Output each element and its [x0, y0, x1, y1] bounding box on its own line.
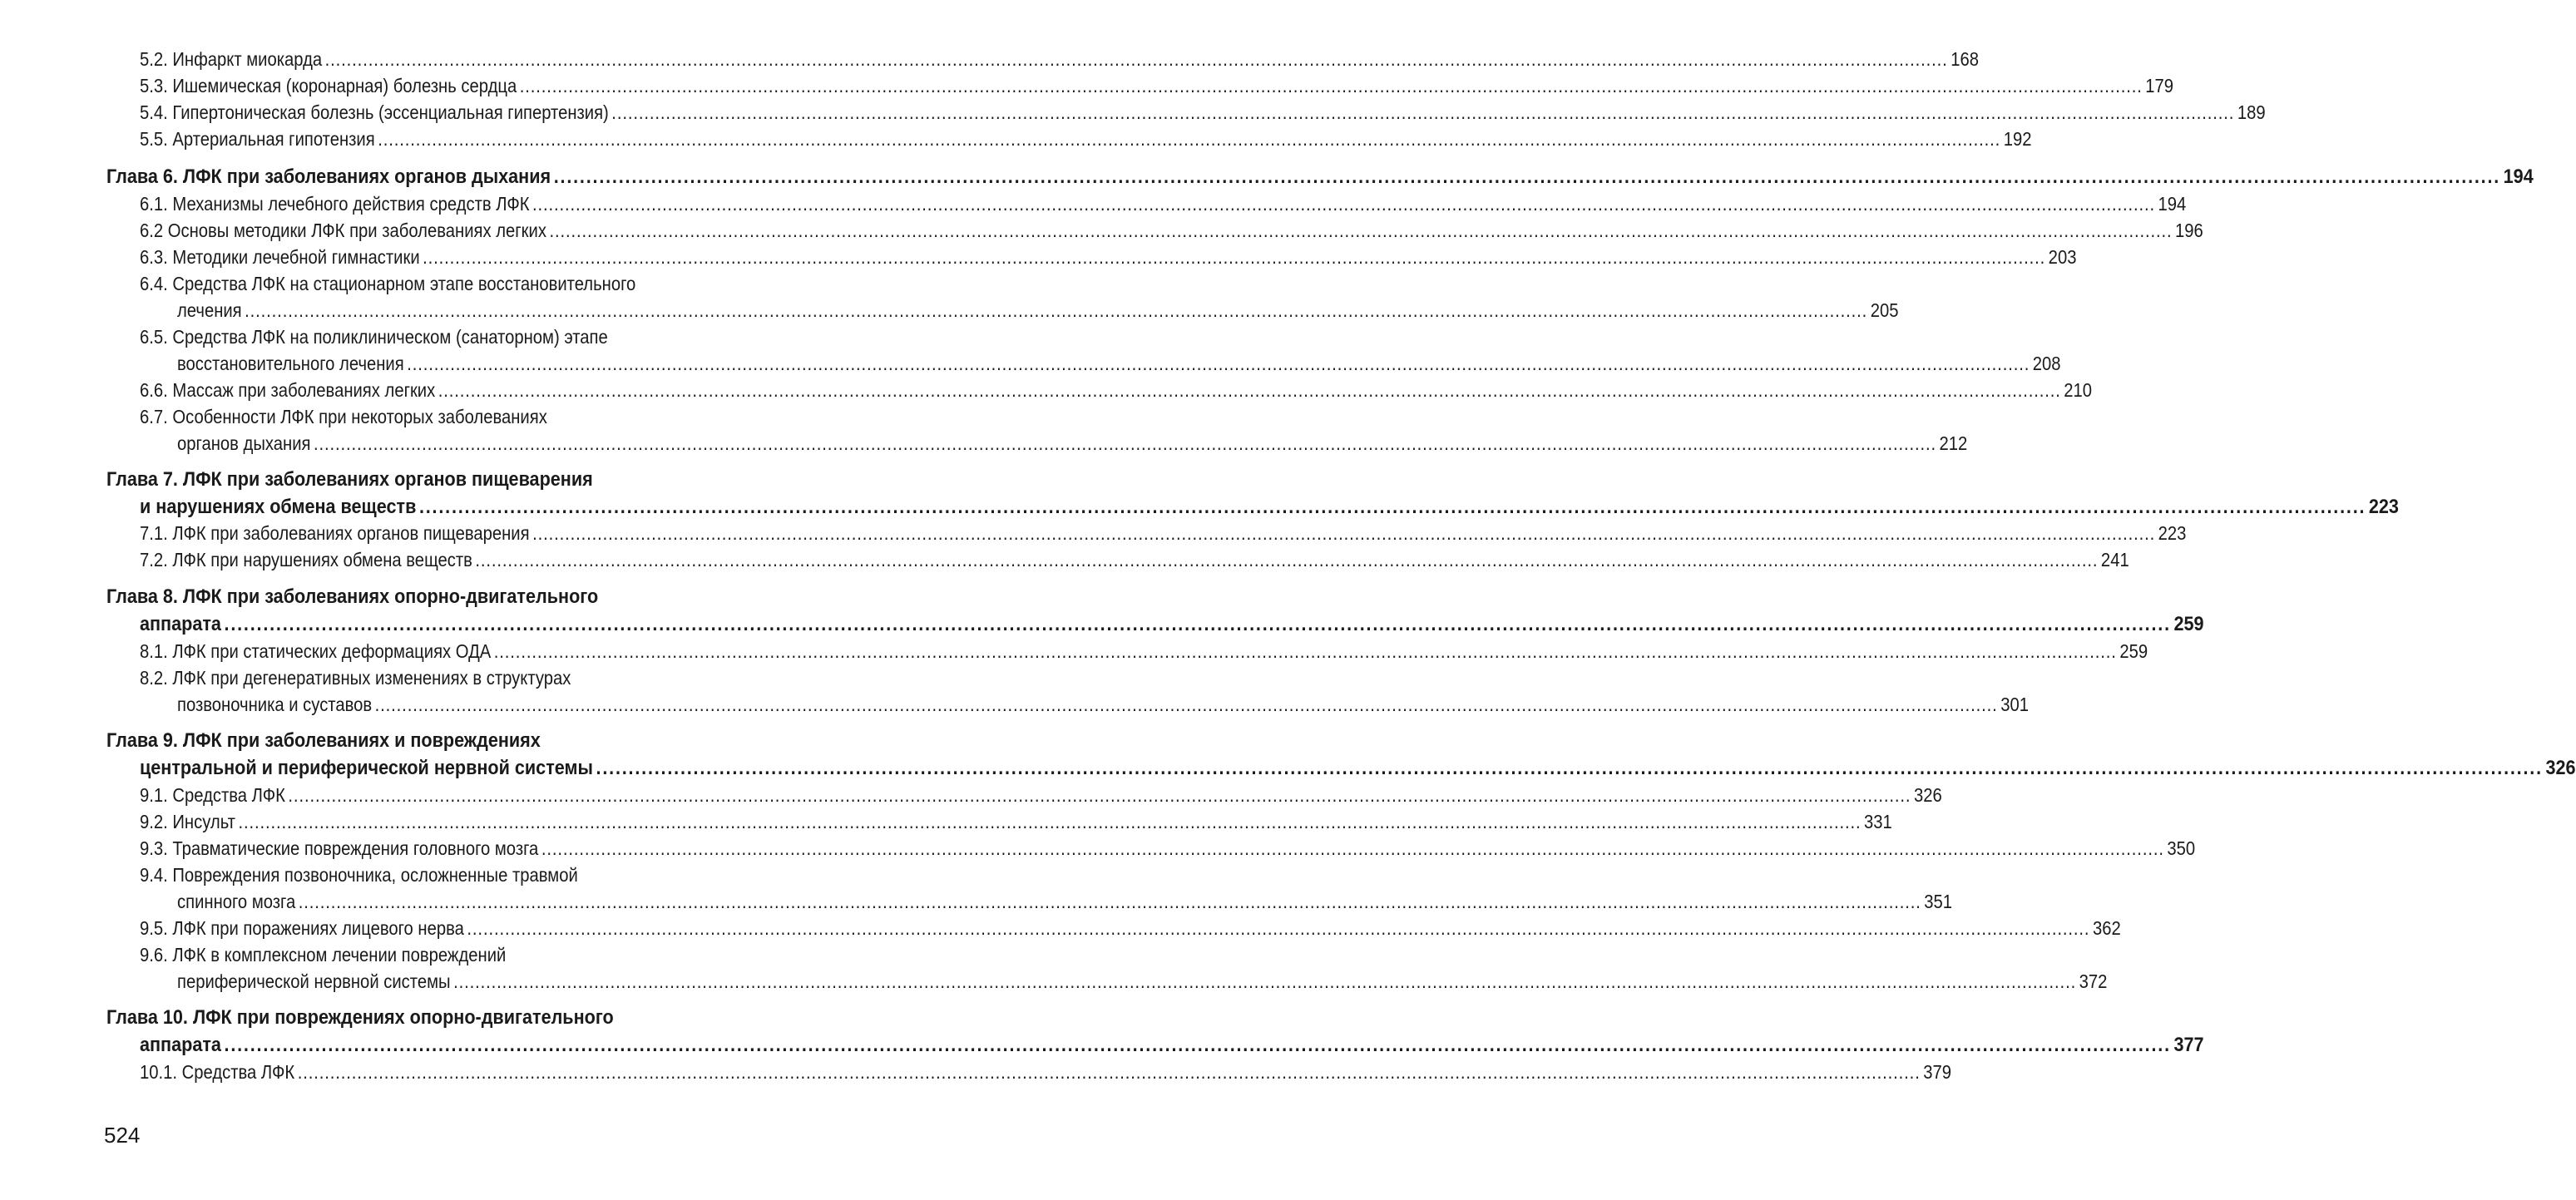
- dot-leader: ............................................................................................................................................................................................................................................................................................................: [438, 379, 2061, 401]
- page-ref: 259: [2173, 613, 2204, 635]
- toc-chapter-line: [106, 468, 782, 491]
- dot-leader: ............................................................................................................................................................................................................................................................................................................: [453, 970, 2077, 992]
- dot-leader: ............................................................................................................................................................................................................................................................................................................: [532, 193, 2156, 215]
- section-title: 9.2. Инсульт: [140, 811, 235, 832]
- page-ref: 196: [2174, 220, 2203, 241]
- dot-leader: ............................................................................................................................................................................................................................................................................................................: [245, 299, 1868, 321]
- section-title: 5.2. Инфаркт миокарда: [140, 48, 323, 70]
- section-title: 9.6. ЛФК в комплексном лечении повреждений: [140, 944, 507, 965]
- section-title: органов дыхания: [177, 432, 311, 454]
- section-title: 6.1. Механизмы лечебного действия средств ЛФК: [140, 193, 530, 215]
- toc-chapter-line: [106, 1006, 782, 1030]
- section-title: лечения: [177, 299, 242, 321]
- page-ref: 301: [2000, 694, 2029, 715]
- page-ref: 350: [2167, 837, 2196, 859]
- toc-section-line: [140, 406, 782, 428]
- dot-leader: ............................................................................................................................................................................................................................................................................................................: [553, 165, 2501, 188]
- page-ref: 377: [2173, 1034, 2204, 1056]
- toc-section-line: [140, 837, 2196, 860]
- section-title: 7.2. ЛФК при нарушениях обмена веществ: [140, 549, 472, 570]
- toc-section-line: [140, 917, 2121, 940]
- section-title: 6.6. Массаж при заболеваниях легких: [140, 379, 436, 401]
- dot-leader: ............................................................................................................................................................................................................................................................................................................: [418, 496, 2366, 518]
- toc-section-line: [140, 811, 1892, 833]
- page-ref: 326: [2545, 757, 2576, 779]
- toc-section-line: [140, 667, 782, 689]
- chapter-title: Глава 7. ЛФК при заболеваниях органов пищеварения: [106, 468, 593, 491]
- chapter-title: Глава 9. ЛФК при заболеваниях и повреждениях: [106, 729, 541, 752]
- page-ref: 259: [2119, 640, 2148, 662]
- dot-leader: ............................................................................................................................................................................................................................................................................................................: [297, 1061, 1921, 1083]
- toc-section-line: [140, 193, 2187, 215]
- toc-section-line: [140, 128, 2032, 151]
- dot-leader: ............................................................................................................................................................................................................................................................................................................: [288, 784, 1911, 806]
- page-ref: 372: [2079, 970, 2108, 992]
- toc-section-line: [177, 970, 2108, 993]
- dot-leader: ............................................................................................................................................................................................................................................................................................................: [519, 75, 2143, 96]
- toc-section-line: [177, 891, 1953, 913]
- dot-leader: ............................................................................................................................................................................................................................................................................................................: [313, 432, 1936, 454]
- toc-section-line: [140, 273, 782, 295]
- dot-leader: ............................................................................................................................................................................................................................................................................................................: [407, 353, 2030, 374]
- page-ref: 379: [1923, 1061, 1951, 1083]
- toc-section-line: [177, 694, 2029, 716]
- section-title: 9.5. ЛФК при поражениях лицевого нерва: [140, 917, 464, 939]
- section-title: 6.7. Особенности ЛФК при некоторых заболеваниях: [140, 406, 547, 427]
- page-ref: 203: [2048, 246, 2077, 268]
- toc-chapter-line: [140, 496, 2399, 519]
- toc-chapter-line: [106, 585, 782, 609]
- dot-leader: ............................................................................................................................................................................................................................................................................................................: [467, 917, 2090, 939]
- section-title: 8.2. ЛФК при дегенеративных изменениях в структурах: [140, 667, 571, 689]
- page-ref: 194: [2503, 165, 2534, 188]
- page-ref: 362: [2092, 917, 2121, 939]
- section-title: 7.1. ЛФК при заболеваниях органов пищеварения: [140, 522, 530, 544]
- toc-section-line: [177, 353, 2061, 375]
- page-ref: 189: [2237, 101, 2266, 123]
- toc-section-line: [140, 784, 1942, 807]
- page-ref: 223: [2158, 522, 2187, 544]
- chapter-title: центральной и периферической нервной системы: [140, 757, 593, 779]
- page-ref: 205: [1870, 299, 1899, 321]
- dot-leader: ............................................................................................................................................................................................................................................................................................................: [224, 1034, 2171, 1056]
- chapter-title: аппарата: [140, 613, 221, 635]
- toc-section-line: [140, 75, 2174, 97]
- toc-section-line: [140, 864, 782, 886]
- section-title: восстановительного лечения: [177, 353, 404, 374]
- dot-leader: ............................................................................................................................................................................................................................................................................................................: [423, 246, 2046, 268]
- toc-chapter-line: [106, 729, 782, 753]
- toc-section-line: [177, 432, 1968, 455]
- dot-leader: ............................................................................................................................................................................................................................................................................................................: [611, 101, 2235, 123]
- toc-section-line: [140, 48, 1979, 71]
- section-title: 9.3. Травматические повреждения головного мозга: [140, 837, 539, 859]
- chapter-title: Глава 6. ЛФК при заболеваниях органов дыхания: [106, 165, 551, 188]
- page-ref: 179: [2145, 75, 2174, 96]
- page-ref: 223: [2368, 496, 2399, 518]
- chapter-title: аппарата: [140, 1034, 221, 1056]
- section-title: 9.1. Средства ЛФК: [140, 784, 285, 806]
- section-title: 6.3. Методики лечебной гимнастики: [140, 246, 420, 268]
- page-ref: 208: [2032, 353, 2061, 374]
- page-ref: 192: [2003, 128, 2032, 150]
- dot-leader: ............................................................................................................................................................................................................................................................................................................: [596, 757, 2543, 779]
- dot-leader: ............................................................................................................................................................................................................................................................................................................: [549, 220, 2173, 241]
- toc-section-line: [140, 101, 2266, 124]
- page-number: 524: [104, 1123, 141, 1148]
- page-ref: 326: [1913, 784, 1942, 806]
- toc-section-line: [140, 522, 2187, 545]
- section-title: 5.5. Артериальная гипотензия: [140, 128, 375, 150]
- page-ref: 351: [1924, 891, 1953, 912]
- section-title: 10.1. Средства ЛФК: [140, 1061, 295, 1083]
- toc-section-line: [140, 640, 2148, 663]
- chapter-title: Глава 8. ЛФК при заболеваниях опорно-двигательного: [106, 585, 599, 608]
- toc-section-line: [140, 944, 782, 966]
- dot-leader: ............................................................................................................................................................................................................................................................................................................: [475, 549, 2099, 570]
- section-title: периферической нервной системы: [177, 970, 451, 992]
- section-title: 6.5. Средства ЛФК на поликлиническом (санаторном) этапе: [140, 326, 608, 348]
- toc-section-line: [140, 326, 782, 348]
- dot-leader: ............................................................................................................................................................................................................................................................................................................: [541, 837, 2164, 859]
- page-ref: 210: [2064, 379, 2093, 401]
- section-title: 9.4. Повреждения позвоночника, осложненные травмой: [140, 864, 578, 886]
- toc-chapter-line: [106, 165, 2534, 189]
- dot-leader: ............................................................................................................................................................................................................................................................................................................: [532, 522, 2156, 544]
- dot-leader: ............................................................................................................................................................................................................................................................................................................: [238, 811, 1862, 832]
- dot-leader: ............................................................................................................................................................................................................................................................................................................: [224, 613, 2171, 635]
- dot-leader: ............................................................................................................................................................................................................................................................................................................: [378, 128, 2001, 150]
- dot-leader: ............................................................................................................................................................................................................................................................................................................: [374, 694, 1998, 715]
- page-ref: 168: [1951, 48, 1979, 70]
- toc-section-line: [140, 1061, 1951, 1084]
- chapter-title: и нарушениях обмена веществ: [140, 496, 417, 518]
- toc-chapter-line: [140, 757, 2576, 780]
- toc-chapter-line: [140, 1034, 2204, 1057]
- page-ref: 212: [1939, 432, 1968, 454]
- section-title: 6.2 Основы методики ЛФК при заболеваниях легких: [140, 220, 546, 241]
- toc-section-line: [177, 299, 1899, 322]
- page-ref: 194: [2158, 193, 2187, 215]
- dot-leader: ............................................................................................................................................................................................................................................................................................................: [298, 891, 1921, 912]
- page-ref: 331: [1863, 811, 1892, 832]
- toc-section-line: [140, 549, 2129, 571]
- dot-leader: ............................................................................................................................................................................................................................................................................................................: [493, 640, 2117, 662]
- toc-section-line: [140, 379, 2093, 402]
- section-title: 5.3. Ишемическая (коронарная) болезнь сердца: [140, 75, 517, 96]
- section-title: 5.4. Гипертоническая болезнь (эссенциальная гипертензия): [140, 101, 609, 123]
- section-title: 8.1. ЛФК при статических деформациях ОДА: [140, 640, 492, 662]
- toc-chapter-line: [140, 613, 2204, 636]
- section-title: 6.4. Средства ЛФК на стационарном этапе восстановительного: [140, 273, 636, 294]
- dot-leader: ............................................................................................................................................................................................................................................................................................................: [324, 48, 1948, 70]
- chapter-title: Глава 10. ЛФК при повреждениях опорно-двигательного: [106, 1006, 614, 1029]
- toc-section-line: [140, 246, 2077, 269]
- page-ref: 241: [2100, 549, 2129, 570]
- section-title: спинного мозга: [177, 891, 296, 912]
- section-title: позвоночника и суставов: [177, 694, 373, 715]
- toc-section-line: [140, 220, 2203, 242]
